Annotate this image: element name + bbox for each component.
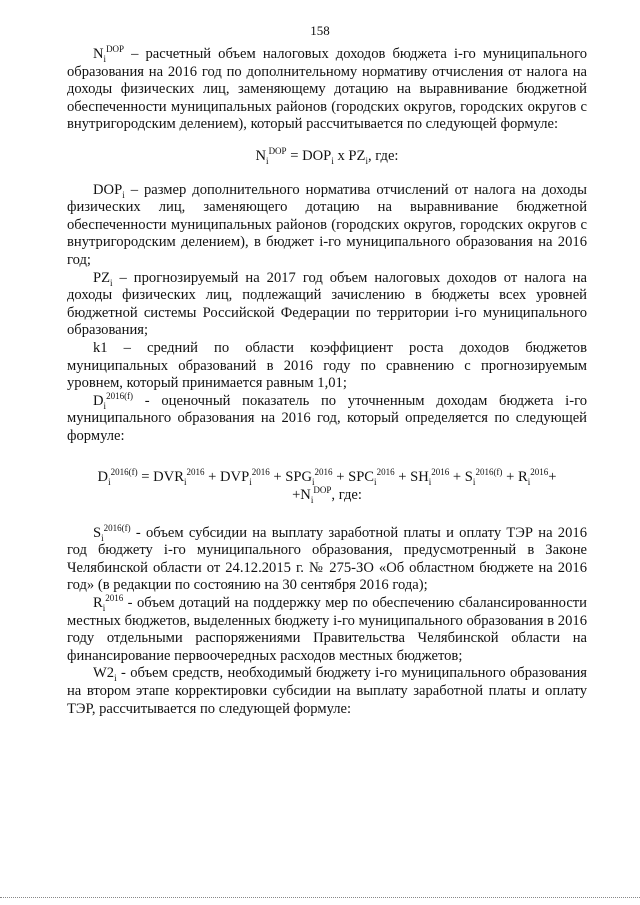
page-number: 158	[310, 23, 330, 38]
paragraph-pz-definition: $PZ_i$ – прогнозируемый на 2017 год объем налоговых доходов от налога на доходы физических лиц, подлежащий зачислению в бюджеты всех уровней бюджетной системы Российской Федерации по территории i-го муниципального образования;	[67, 269, 587, 339]
paragraph-k1-definition: k1 – средний по области коэффициент роста доходов бюджетов муниципальных образований в 2016 году по сравнению с прогнозируемым уровнем, который принимается равным 1,01;	[67, 339, 587, 392]
symbol-n: N	[93, 46, 104, 62]
paragraph-w2-definition: $W2_i$ - объем средств, необходимый бюджету i-го муниципального образования на втором этапе корректировки субсидии на выплату заработной платы и оплату ТЭР, рассчитывается по следующей формуле:	[67, 665, 587, 717]
paragraph-d-definition: $D_i^{2016(f)}$ - оценочный показатель по уточненным доходам бюджета i-го муниципального образования на 2016 год, который определяется по следующей формуле:	[67, 390, 587, 444]
formula-d: $D_i^{2016(f)} = DVR_i^{2016} + DVP_i^{2016} + SPG_i^{2016} + SPC_i^{2016} + SH_i^{2016} + S_i^{2016(f)} + R_i^{2016}+$ $+N_i^{DOP}$, где:	[67, 469, 587, 504]
paragraph-s-definition: $S_i^{2016(f)}$ - объем субсидии на выплату заработной платы и оплату ТЭР на 2016 год бюджету i-го муниципального образования, предусмотренный в Законе Челябинской области от 24.12.2015 г. № 275-ЗО «Об областном бюджете на 2016 год» (в редакции по состоянию на 30 сентября 2016 года);	[67, 522, 587, 594]
paragraph-text: – расчетный объем налоговых доходов бюджета i-го муниципального образования на 2016 год по дополнительному нормативу отчисления от налога на доходы физических лиц, заменяющему дотацию на выравнивание бюджетной обеспеченности муниципальных районов (городских округов, городских округов с внутригородским делением), который рассчитывается по следующей формуле:	[67, 46, 587, 133]
footer-divider	[0, 897, 640, 898]
document-body	[67, 46, 587, 718]
formula-d-line2: $+N_i^{DOP}$, где:	[292, 485, 362, 505]
paragraph-dop-definition: $DOP_i$ – размер дополнительного норматива отчислений от налога на доходы физических лиц, заменяющего дотацию на выравнивание бюджетной обеспеченности муниципальных районов (городских округов, городских округов с внутригородским делением), в бюджет i-го муниципального образования на 2016 год;	[67, 181, 587, 268]
paragraph-ndop-definition: $N_i^{DOP}$ – расчетный объем налоговых доходов бюджета i-го муниципального образования на 2016 год по дополнительному нормативу отчисления от налога на доходы физических лиц, заменяющему дотацию на выравнивание бюджетной обеспеченности муниципальных районов (городских округов, городских округов с внутригородским делением), который рассчитывается по следующей формуле:	[67, 44, 587, 133]
formula-ndop: $N_i^{DOP} = DOP_i$ x $PZ_i$, где:	[255, 146, 399, 166]
paragraph-r-definition: $R_i^{2016}$ - объем дотаций на поддержку мер по обеспечению сбалансированности местных бюджетов, выделенных бюджету i-го муниципального образования в 2016 году отдельными распоряжениями Правительства Челябинской области на финансирование первоочередных расходов местных бюджетов;	[67, 593, 587, 664]
